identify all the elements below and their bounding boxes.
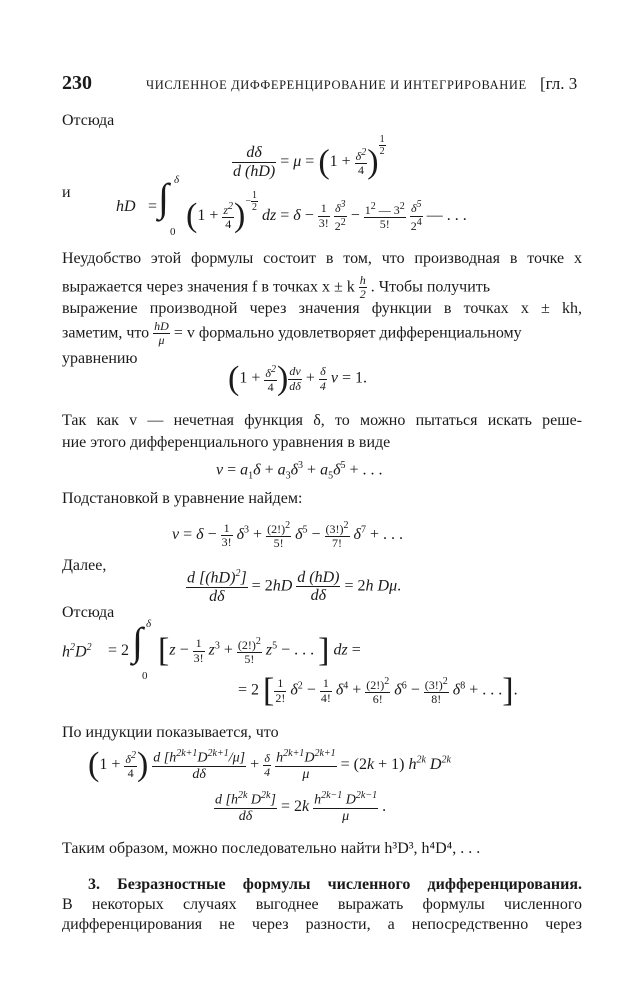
equation-7-line1: $h^2D^2$ = 2 ∫ δ 0 [z − $\frac{1}{3!}$ $z^3$ + $\frac{(2!)^2}{5!}$ $z^5$ − . . . ] dz = bbox=[62, 618, 361, 682]
text-induction: По индукции показывается, что bbox=[62, 724, 279, 741]
para3: Подстановкой в уравнение найдем: bbox=[62, 490, 303, 507]
equation-5: v = δ − $\frac{1}{3!}$ $\delta^3$ + $\frac{(2!)^2}{5!}$ $\delta^5$ − $\frac{(3!)^2}{7!}$ $\delta^7$ + . . . bbox=[172, 520, 404, 551]
section-line2: дифференцирования не через разности, а непосредственно через bbox=[62, 916, 582, 933]
equation-8: (1 + $\frac{\delta^2}{4}$ ) $\frac{d [h^{2k+1}D^{2k+1}/\mu]}{d\delta}$ + $\frac{\delta}{4}$ $\frac{h^{2k+1}D^{2k+1}}{\mu}$ = (2k + 1) $h^{2k}$ $D^{2k}$ bbox=[88, 746, 451, 784]
page-number: 230 bbox=[62, 72, 92, 94]
text-and: и bbox=[62, 184, 71, 201]
para1-line2-b: . Чтобы получить bbox=[370, 278, 491, 296]
para1-line4-a: заметим, что bbox=[62, 324, 150, 342]
equation-1: $\frac{d\delta}{d (hD)}$ = μ = (1 + $\frac{\delta^2}{4}$ ) $^{\frac{1}{2}}$ bbox=[233, 134, 385, 181]
equation-9: $\frac{d [h^{2k} D^{2k}]}{d\delta}$ = 2k $\frac{h^{2k-1} D^{2k-1}}{\mu}$ . bbox=[215, 790, 387, 825]
equation-3: (1 + $\frac{\delta^2}{4}$ ) $\frac{dv}{d\delta}$ + $\frac{\delta}{4}$ v = 1. bbox=[228, 360, 368, 397]
equation-2: hD = ∫ δ 0 (1 + $\frac{z^2}{4}$ )$^{- \frac{1}{2}}$ dz = δ − $\frac{1}{3!}$ $\frac{\delta^3}{2^2}$ − $\frac{1^2 — 3^2}{5!}$ $\frac{\delta^5}{2^4}$ — . . . bbox=[116, 174, 467, 238]
para1-line3: выражение производной через значения функции в точках x ± kh, bbox=[62, 300, 582, 317]
equation-6: $\frac{d [(hD)^2]}{d\delta}$ = 2hD $\frac{d (hD)}{d\delta}$ = 2h Dμ. bbox=[187, 568, 402, 605]
chapter-marker: [гл. 3 bbox=[540, 74, 578, 93]
text-dalee: Далее, bbox=[62, 557, 107, 574]
equation-4: $v = a_1\delta + a_3\delta^3 + a_5\delta^5$ + . . . bbox=[216, 460, 383, 482]
section-line1: В некоторых случаях выгоднее выражать формулы численного bbox=[62, 896, 582, 913]
text-otsyuda-2: Отсюда bbox=[62, 604, 115, 621]
text-otsyuda-1: Отсюда bbox=[62, 112, 115, 129]
para1-line2-a: выражается через значения f в точках x ± k bbox=[62, 278, 355, 296]
text-conclusion: Таким образом, можно последовательно найти h³D³, h⁴D⁴, . . . bbox=[62, 840, 481, 857]
para1-line4: заметим, что $\frac{hD}{\mu}$ = v формально удовлетворяет дифференциальному bbox=[62, 319, 522, 348]
para1-line5: уравнению bbox=[62, 350, 138, 367]
equation-7-line2: = 2 [ $\frac{1}{2!}$ $\delta^2$ − $\frac{1}{4!}$ $\delta^4$ + $\frac{(2!)^2}{6!}$ $\delta^6$ − $\frac{(3!)^2}{8!}$ $\delta^8$ + . . .]. bbox=[238, 672, 518, 709]
para1-line2: выражается через значения f в точках x ± k $\frac{h}{2}$ . Чтобы получить bbox=[62, 273, 491, 302]
running-title: ЧИСЛЕННОЕ ДИФФЕРЕНЦИРОВАНИЕ И ИНТЕГРИРОВАНИЕ bbox=[146, 78, 527, 92]
para2-line1: Так как v — нечетная функция δ, то можно пытаться искать реше- bbox=[62, 412, 582, 429]
para1-line1: Неудобство этой формулы состоит в том, что производная в точке x bbox=[62, 250, 582, 267]
section-title: 3. Безразностные формулы численного дифференцирования. bbox=[88, 876, 582, 893]
para2-line2: ние этого дифференциального уравнения в виде bbox=[62, 434, 391, 451]
para1-line4-b: = v формально удовлетворяет дифференциальному bbox=[173, 324, 522, 342]
